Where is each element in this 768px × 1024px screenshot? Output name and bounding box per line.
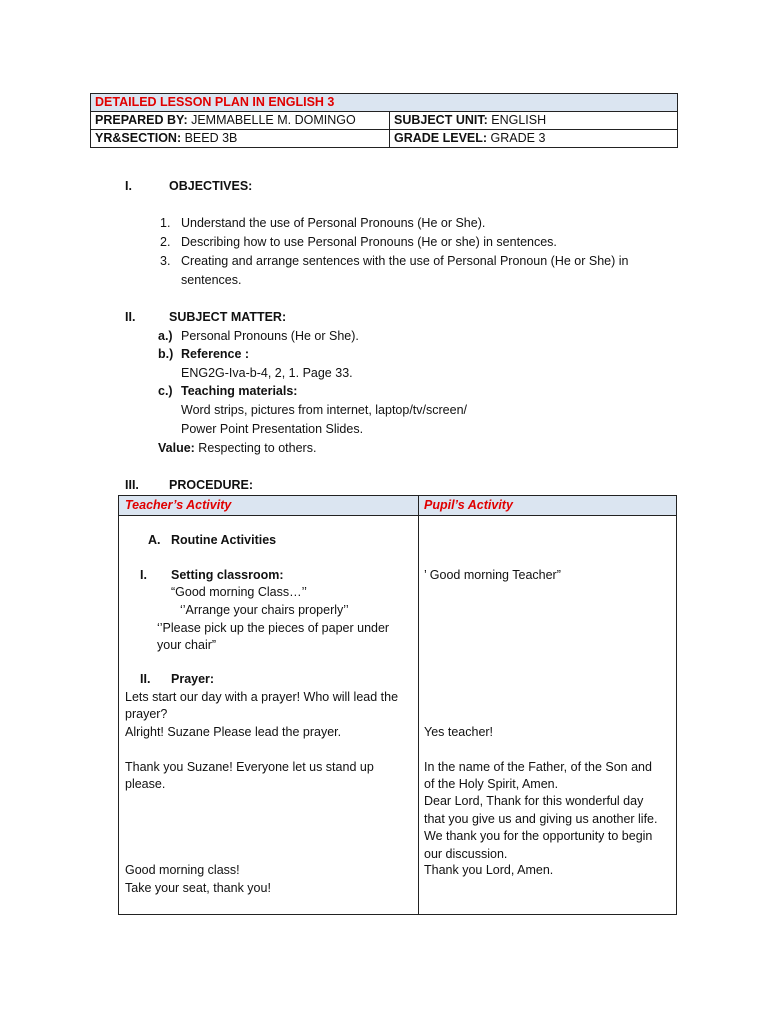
subject-matter-heading: SUBJECT MATTER: (169, 310, 287, 324)
pupil-line-2: Yes teacher! (424, 725, 494, 739)
lesson-header-table (90, 93, 678, 148)
pupil-line-8: our discussion. (424, 847, 508, 861)
teacher-line-5: Lets start our day with a prayer! Who will lead the (125, 690, 399, 704)
subject-unit-label: SUBJECT UNIT: (394, 113, 488, 127)
objective-num-3: 3. (160, 254, 171, 268)
subject-b-text: Reference : (181, 347, 250, 361)
routine-section-label: A. (148, 533, 161, 547)
teacher-line-7: Alright! Suzane Please lead the prayer. (125, 725, 342, 739)
grade-level-cell (390, 130, 678, 148)
setting-classroom-num: I. (140, 568, 147, 582)
subject-c-label: c.) (158, 384, 173, 398)
subject-a-label: a.) (158, 329, 173, 343)
pupil-line-6: that you give us and giving us another life. (424, 812, 658, 826)
pupil-line-3: In the name of the Father, of the Son and (424, 760, 652, 774)
objective-num-1: 1. (160, 216, 171, 230)
procedure-numeral: III. (125, 478, 139, 492)
prayer-num: II. (140, 672, 151, 686)
objective-text-3-cont: sentences. (181, 273, 242, 287)
teacher-line-4: your chair” (157, 638, 217, 652)
teacher-line-9: please. (125, 777, 166, 791)
setting-classroom-heading: Setting classroom: (171, 568, 284, 582)
lesson-title: DETAILED LESSON PLAN IN ENGLISH 3 (91, 94, 678, 112)
procedure-column-divider (418, 496, 419, 914)
objectives-numeral: I. (125, 179, 132, 193)
prepared-by-cell (91, 112, 390, 130)
objective-text-2: Describing how to use Personal Pronouns (He or she) in sentences. (181, 235, 557, 249)
pupil-line-1: ’ Good morning Teacher” (424, 568, 561, 582)
objective-num-2: 2. (160, 235, 171, 249)
prayer-heading: Prayer: (171, 672, 215, 686)
prepared-by-value: JEMMABELLE M. DOMINGO (187, 113, 356, 127)
yr-section-value: BEED 3B (181, 131, 238, 145)
subject-a-text: Personal Pronouns (He or She). (181, 329, 359, 343)
pupil-line-7: We thank you for the opportunity to begin (424, 829, 653, 843)
teacher-line-6: prayer? (125, 707, 168, 721)
teacher-line-3: ‘’Please pick up the pieces of paper under (157, 621, 390, 635)
procedure-table (118, 495, 677, 915)
subject-b-label: b.) (158, 347, 174, 361)
subject-unit-value: ENGLISH (487, 113, 547, 127)
objective-text-3: Creating and arrange sentences with the use of Personal Pronoun (He or She) in (181, 254, 629, 268)
routine-section-text: Routine Activities (171, 533, 277, 547)
pupil-activity-header: Pupil’s Activity (424, 498, 513, 512)
subject-b-value: ENG2G-Iva-b-4, 2, 1. Page 33. (181, 366, 353, 380)
teacher-line-10: Good morning class! (125, 863, 240, 877)
yr-section-label: YR&SECTION: (95, 131, 182, 145)
subject-value-label: Value: (158, 441, 195, 455)
subject-unit-cell (390, 112, 678, 130)
teacher-activity-header: Teacher’s Activity (125, 498, 232, 512)
subject-value-text: Respecting to others. (194, 441, 317, 455)
pupil-line-4: of the Holy Spirit, Amen. (424, 777, 559, 791)
teacher-line-1: “Good morning Class…’’ (171, 585, 307, 599)
pupil-line-5: Dear Lord, Thank for this wonderful day (424, 794, 644, 808)
objective-text-1: Understand the use of Personal Pronouns (He or She). (181, 216, 486, 230)
teacher-line-8: Thank you Suzane! Everyone let us stand up (125, 760, 374, 774)
subject-c-value-1: Word strips, pictures from internet, laptop/tv/screen/ (181, 403, 467, 417)
grade-level-value: GRADE 3 (487, 131, 546, 145)
subject-matter-numeral: II. (125, 310, 136, 324)
subject-c-value-2: Power Point Presentation Slides. (181, 422, 364, 436)
subject-value-line (158, 440, 316, 456)
teacher-line-11: Take your seat, thank you! (125, 881, 271, 895)
objectives-heading: OBJECTIVES: (169, 179, 253, 193)
teacher-line-2: ‘’Arrange your chairs properly’’ (180, 603, 349, 617)
procedure-heading: PROCEDURE: (169, 478, 254, 492)
pupil-line-9: Thank you Lord, Amen. (424, 863, 554, 877)
prepared-by-label: PREPARED BY: (95, 113, 188, 127)
grade-level-label: GRADE LEVEL: (394, 131, 488, 145)
subject-c-text: Teaching materials: (181, 384, 298, 398)
yr-section-cell (91, 130, 390, 148)
